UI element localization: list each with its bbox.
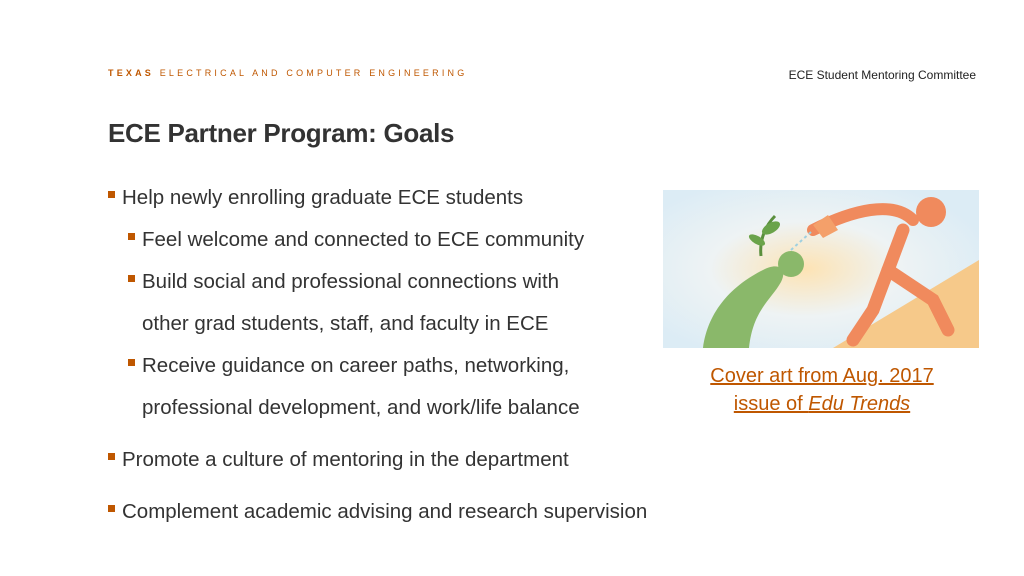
- bullet-marker: [128, 233, 135, 240]
- cover-art-image: [663, 190, 979, 348]
- brand-texas: TEXAS: [108, 68, 155, 78]
- bullet-continuation: other grad students, staff, and faculty in ECE: [142, 312, 549, 335]
- brand-department: ELECTRICAL AND COMPUTER ENGINEERING: [159, 68, 468, 78]
- bullet-item: [108, 186, 748, 216]
- bullet-continuation: professional development, and work/life balance: [142, 396, 580, 419]
- image-caption[interactable]: [663, 362, 981, 418]
- bullet-text: Build social and professional connections with: [142, 270, 560, 293]
- bullet-marker: [108, 453, 115, 460]
- bullet-text: Receive guidance on career paths, networking,: [142, 354, 570, 377]
- sub-bullet-item: [128, 270, 748, 300]
- caption-link-text[interactable]: Cover art from Aug. 2017: [710, 365, 934, 387]
- caption-prefix[interactable]: issue of: [733, 393, 809, 415]
- caption-line-2[interactable]: [663, 390, 981, 418]
- caption-line-1[interactable]: [663, 362, 981, 390]
- mentoring-illustration: [663, 190, 979, 348]
- bullet-text: Feel welcome and connected to ECE community: [142, 228, 585, 251]
- sub-bullet-item: [128, 354, 748, 384]
- caption-publication[interactable]: Edu Trends: [808, 393, 911, 415]
- bullet-marker: [108, 505, 115, 512]
- bullet-text: Help newly enrolling graduate ECE students: [122, 186, 524, 209]
- bullet-list: [108, 186, 748, 530]
- bullet-marker: [108, 191, 115, 198]
- bullet-text: Promote a culture of mentoring in the department: [122, 448, 569, 471]
- bullet-marker: [128, 359, 135, 366]
- bullet-text: Complement academic advising and research supervision: [122, 500, 648, 523]
- sub-bullet-item: [128, 228, 748, 258]
- bullet-item: [108, 500, 748, 530]
- brand-wordmark: [108, 68, 467, 78]
- committee-name: ECE Student Mentoring Committee: [788, 68, 976, 82]
- bullet-item: [108, 448, 748, 478]
- bullet-marker: [128, 275, 135, 282]
- slide-title: ECE Partner Program: Goals: [108, 118, 455, 148]
